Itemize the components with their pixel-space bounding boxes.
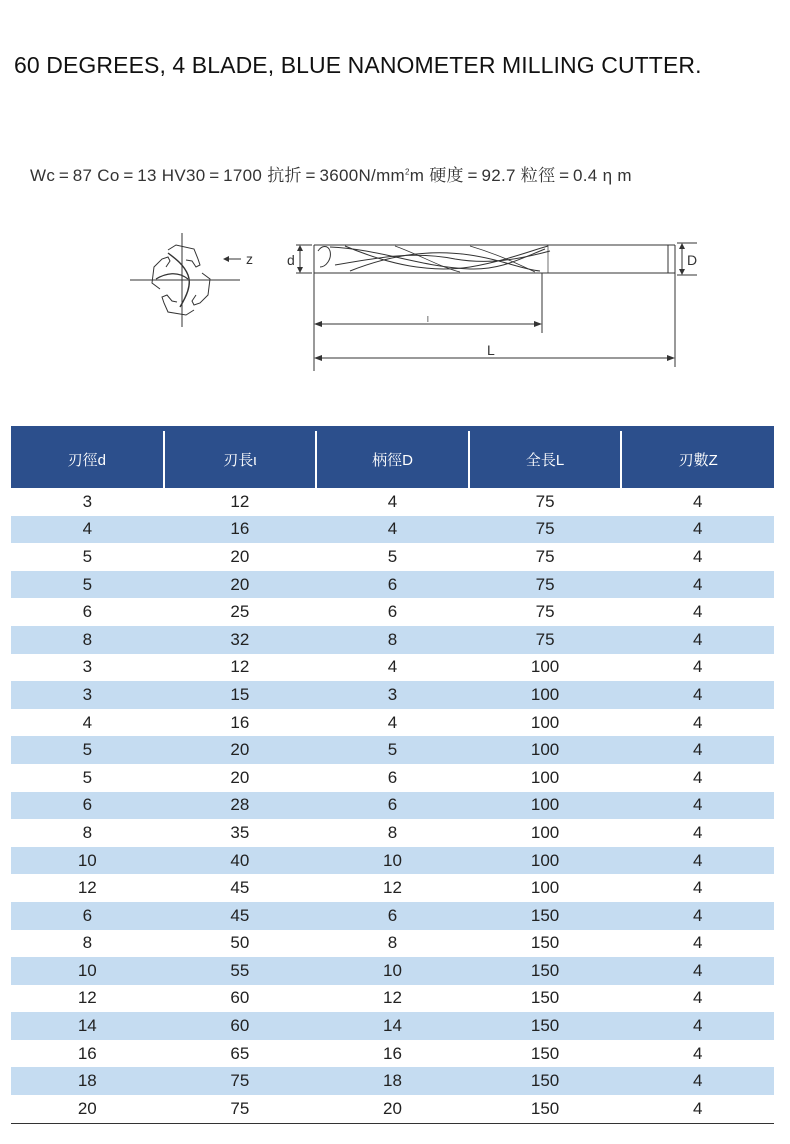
side-view: [314, 245, 675, 273]
cell-overall-length: 100: [530, 657, 560, 677]
cell-cutting-diameter: 12: [77, 988, 97, 1008]
cell-cutting-diameter: 5: [11, 736, 164, 764]
cell-overall-length: 150: [469, 1012, 622, 1040]
cell-shank-diameter: 3: [316, 681, 469, 709]
cell-shank-diameter: 16: [383, 1043, 402, 1063]
cell-cutting-diameter: 8: [82, 933, 93, 953]
cell-cutting-length: 45: [164, 902, 317, 930]
cell-overall-length: 100: [530, 767, 560, 787]
cell-cutting-length: 28: [164, 792, 317, 820]
cell-overall-length: 150: [469, 957, 622, 985]
spec-table: [11, 431, 774, 1123]
cell-shank-diameter: 6: [387, 767, 398, 787]
cell-cutting-length: 65: [230, 1043, 250, 1063]
table-row: [11, 902, 774, 930]
table-row: [11, 654, 774, 682]
cell-shank-diameter: 12: [383, 988, 402, 1008]
cell-flute-count: 4: [621, 736, 774, 764]
cell-cutting-diameter: 18: [11, 1067, 164, 1095]
cell-shank-diameter: 4: [387, 491, 398, 511]
cell-overall-length: 100: [530, 878, 560, 898]
cell-flute-count: 4: [692, 988, 703, 1008]
cell-flute-count: 4: [692, 491, 703, 511]
cell-overall-length: 150: [530, 1043, 560, 1063]
cell-cutting-length: 20: [230, 767, 250, 787]
cell-flute-count: 4: [621, 1067, 774, 1095]
cell-cutting-length: 45: [230, 878, 250, 898]
cell-flute-count: 4: [692, 822, 703, 842]
table-body: [11, 488, 774, 1123]
cell-cutting-length: 32: [164, 626, 317, 654]
D-label: D: [687, 252, 698, 268]
table-row: [11, 1067, 774, 1095]
cell-flute-count: 4: [692, 767, 703, 787]
cell-flute-count: 4: [621, 957, 774, 985]
cell-flute-count: 4: [692, 602, 703, 622]
cell-shank-diameter: 6: [316, 902, 469, 930]
cell-overall-length: 100: [469, 792, 622, 820]
cell-cutting-diameter: 8: [82, 822, 93, 842]
cell-overall-length: 150: [469, 1067, 622, 1095]
z-label: z: [246, 251, 253, 267]
table-row: [11, 957, 774, 985]
cell-shank-diameter: 5: [387, 546, 398, 566]
header-shank-diameter: 柄徑D: [316, 431, 469, 488]
cell-overall-length: 100: [469, 736, 622, 764]
cell-flute-count: 4: [692, 1043, 703, 1063]
specs-tail: m 硬度 = 92.7 粒徑 = 0.4 η m: [409, 166, 632, 185]
cell-flute-count: 4: [692, 1098, 703, 1118]
cell-shank-diameter: 14: [316, 1012, 469, 1040]
cell-cutting-diameter: 20: [77, 1098, 97, 1118]
table-row: [11, 792, 774, 820]
table-row: [11, 516, 774, 544]
table-row: [11, 1040, 774, 1068]
cell-overall-length: 75: [469, 571, 622, 599]
cell-cutting-diameter: 5: [82, 546, 93, 566]
L-dimension: [314, 342, 675, 361]
cell-cutting-diameter: 4: [11, 516, 164, 544]
cell-flute-count: 4: [692, 933, 703, 953]
z-axis-arrow: [223, 251, 253, 267]
table-row: [11, 874, 774, 902]
cell-shank-diameter: 4: [387, 657, 398, 677]
table-row: [11, 764, 774, 792]
table-row: [11, 985, 774, 1013]
cell-shank-diameter: 10: [316, 847, 469, 875]
cell-shank-diameter: 6: [316, 792, 469, 820]
d-label: d: [287, 252, 295, 268]
table-row: [11, 598, 774, 626]
cell-cutting-diameter: 10: [11, 847, 164, 875]
end-view: [130, 233, 240, 327]
cell-cutting-diameter: 6: [11, 792, 164, 820]
cell-cutting-length: 15: [164, 681, 317, 709]
cell-shank-diameter: 8: [316, 626, 469, 654]
cell-shank-diameter: 4: [316, 516, 469, 544]
cell-cutting-length: 75: [164, 1067, 317, 1095]
cell-overall-length: 75: [535, 546, 555, 566]
cell-shank-diameter: 4: [387, 712, 398, 732]
table-bottom-rule: [11, 1123, 774, 1124]
cell-overall-length: 75: [535, 602, 555, 622]
cell-cutting-length: 16: [230, 712, 250, 732]
specs-superscript: 2: [405, 167, 410, 177]
cell-flute-count: 4: [621, 1012, 774, 1040]
cell-flute-count: 4: [621, 902, 774, 930]
cell-shank-diameter: 12: [383, 878, 402, 898]
cell-overall-length: 100: [469, 847, 622, 875]
cell-overall-length: 100: [530, 712, 560, 732]
table-header-row: [11, 431, 774, 488]
cell-cutting-length: 20: [164, 571, 317, 599]
cell-shank-diameter: 8: [387, 822, 398, 842]
header-cutting-diameter: 刃徑d: [11, 431, 164, 488]
cell-flute-count: 4: [621, 792, 774, 820]
cell-cutting-diameter: 4: [82, 712, 93, 732]
cell-cutting-diameter: 8: [11, 626, 164, 654]
cell-cutting-diameter: 5: [11, 571, 164, 599]
cell-flute-count: 4: [692, 546, 703, 566]
l-label: l: [427, 315, 429, 324]
d-dimension: [287, 245, 312, 273]
cell-shank-diameter: 6: [316, 571, 469, 599]
cell-shank-diameter: 5: [316, 736, 469, 764]
table-row: [11, 819, 774, 847]
specs-main: Wc = 87 Co = 13 HV30 = 1700 抗折 = 3600N/mm: [30, 166, 405, 185]
l-dimension: [314, 315, 542, 327]
spec-table-container: [11, 426, 774, 1124]
cell-overall-length: 100: [469, 681, 622, 709]
cell-flute-count: 4: [621, 847, 774, 875]
cell-cutting-diameter: 14: [11, 1012, 164, 1040]
cell-overall-length: 75: [535, 491, 555, 511]
cell-cutting-length: 25: [230, 602, 250, 622]
cell-shank-diameter: 18: [316, 1067, 469, 1095]
cell-cutting-length: 35: [230, 822, 250, 842]
table-row: [11, 1012, 774, 1040]
cell-overall-length: 75: [469, 626, 622, 654]
cell-flute-count: 4: [692, 657, 703, 677]
cell-cutting-diameter: 6: [11, 902, 164, 930]
cell-cutting-diameter: 16: [77, 1043, 97, 1063]
table-row: [11, 571, 774, 599]
cell-shank-diameter: 10: [316, 957, 469, 985]
cell-overall-length: 75: [469, 516, 622, 544]
D-dimension: [677, 243, 697, 275]
cell-shank-diameter: 6: [387, 602, 398, 622]
table-row: [11, 488, 774, 516]
cell-cutting-length: 60: [230, 988, 250, 1008]
cell-shank-diameter: 8: [387, 933, 398, 953]
cell-overall-length: 150: [469, 902, 622, 930]
page-title: 60 DEGREES, 4 BLADE, BLUE NANOMETER MILLING CUTTER.: [14, 52, 702, 78]
cell-cutting-length: 16: [164, 516, 317, 544]
table-row: [11, 1095, 774, 1123]
cell-cutting-length: 20: [230, 546, 250, 566]
cell-cutting-diameter: 6: [82, 602, 93, 622]
header-overall-length: 全長L: [469, 431, 622, 488]
cell-flute-count: 4: [692, 878, 703, 898]
cell-cutting-length: 12: [230, 491, 250, 511]
cell-cutting-diameter: 5: [82, 767, 93, 787]
cell-overall-length: 150: [530, 933, 560, 953]
cell-overall-length: 150: [530, 988, 560, 1008]
cell-cutting-length: 75: [230, 1098, 250, 1118]
cell-cutting-diameter: 12: [77, 878, 97, 898]
table-row: [11, 709, 774, 737]
cell-cutting-length: 60: [164, 1012, 317, 1040]
header-flute-count: 刃數Z: [621, 431, 774, 488]
cell-cutting-diameter: 3: [82, 657, 93, 677]
table-row: [11, 543, 774, 571]
cutter-diagram: [0, 215, 790, 385]
cell-cutting-diameter: 3: [11, 681, 164, 709]
material-specs: [30, 161, 632, 186]
L-label: L: [487, 342, 495, 358]
cell-cutting-length: 40: [164, 847, 317, 875]
cell-flute-count: 4: [621, 571, 774, 599]
table-row: [11, 930, 774, 958]
cell-cutting-length: 20: [164, 736, 317, 764]
cell-shank-diameter: 20: [383, 1098, 402, 1118]
cell-flute-count: 4: [692, 712, 703, 732]
table-row: [11, 736, 774, 764]
table-row: [11, 847, 774, 875]
cell-cutting-diameter: 10: [11, 957, 164, 985]
header-cutting-length: 刃長ι: [164, 431, 317, 488]
cell-flute-count: 4: [621, 516, 774, 544]
cell-cutting-length: 12: [230, 657, 250, 677]
table-row: [11, 681, 774, 709]
cell-flute-count: 4: [621, 626, 774, 654]
table-row: [11, 626, 774, 654]
cell-overall-length: 100: [530, 822, 560, 842]
cell-cutting-diameter: 3: [82, 491, 93, 511]
cell-flute-count: 4: [621, 681, 774, 709]
cell-cutting-length: 55: [164, 957, 317, 985]
cell-overall-length: 150: [530, 1098, 560, 1118]
cell-cutting-length: 50: [230, 933, 250, 953]
